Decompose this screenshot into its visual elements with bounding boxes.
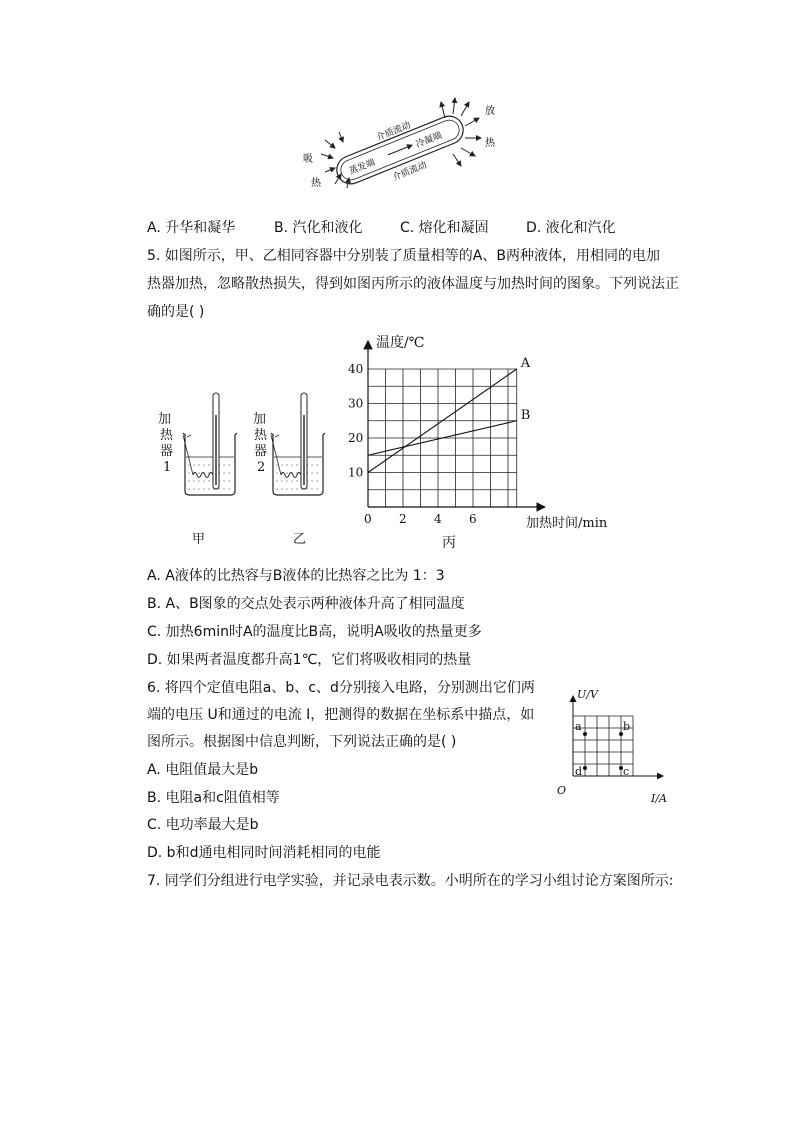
heater2-label-4: 2 (257, 460, 266, 475)
q6-stem-line-3: 图所示。根据图中信息判断，下列说法正确的是( ) (147, 734, 457, 750)
q4-option-d: D. 液化和汽化 (526, 220, 616, 236)
chart-y-tick-label: 40 (348, 362, 364, 376)
evaporation-end-label: 蒸发端 (347, 157, 377, 178)
chart-y-tick-label: 20 (348, 431, 364, 445)
caption-bing: 丙 (442, 535, 456, 551)
chart-x-tick-label: 2 (399, 512, 407, 526)
point-a-dot (583, 732, 587, 736)
absorb-label-1: 吸 (303, 154, 313, 165)
heat-pipe-figure (295, 92, 505, 194)
top-flow-label: 介质流动 (375, 120, 413, 144)
release-label-2: 热 (485, 138, 495, 149)
q5-stem-line-3: 确的是( ) (147, 304, 205, 320)
condensation-end-label: 冷凝端 (414, 130, 444, 151)
chart-x-tick-label: 0 (364, 512, 372, 526)
caption-jia: 甲 (192, 532, 206, 547)
heater1-label-4: 1 (163, 460, 172, 475)
q5-stem-line-1: 5. 如图所示，甲、乙相同容器中分别装了质量相等的A、B两种液体，用相同的电加 (147, 248, 660, 264)
q4-option-a: A. 升华和凝华 (147, 220, 236, 236)
q6-option-a: A. 电阻值最大是b (147, 762, 259, 778)
i-axis-label: I/A (651, 792, 667, 805)
q6-option-d: D. b和d通电相同时间消耗相同的电能 (147, 845, 381, 861)
chart-y-tick-label: 30 (348, 396, 364, 411)
q6-option-b: B. 电阻a和c阻值相等 (147, 790, 280, 806)
q5-option-a: A. A液体的比热容与B液体的比热容之比为 1：3 (147, 568, 445, 584)
point-d-label: d (575, 765, 583, 778)
q6-stem-line-2: 端的电压 U和通过的电流 I，把测得的数据在坐标系中描点，如 (147, 707, 535, 723)
q5-option-d: D. 如果两者温度都升高1℃，它们将吸收相同的热量 (147, 652, 472, 668)
chart-x-axis-title: 加热时间/min (526, 516, 608, 531)
bottom-flow-label: 介质流动 (391, 160, 429, 184)
q5-option-c: C. 加热6min时A的温度比B高，说明A吸收的热量更多 (147, 624, 482, 640)
chart-series-label-a: A (520, 356, 531, 371)
heater2-label-2: 热 (254, 428, 268, 443)
q4-option-b: B. 汽化和液化 (274, 220, 363, 236)
chart-x-tick-label: 6 (469, 512, 477, 526)
absorb-label-2: 热 (311, 178, 321, 189)
u-axis-label: U/V (577, 688, 598, 701)
q5-option-b: B. A、B图象的交点处表示两种液体升高了相同温度 (147, 596, 465, 612)
point-b-label: b (623, 720, 631, 733)
voltage-current-graph (555, 686, 675, 808)
beaker-1 (183, 393, 237, 495)
release-label-1: 放 (485, 106, 495, 117)
temperature-time-chart (340, 333, 620, 555)
caption-yi: 乙 (293, 532, 307, 547)
point-a-label: a (575, 720, 582, 733)
beakers-figure (155, 385, 335, 550)
heater2-label-3: 器 (254, 444, 268, 459)
heater1-label-2: 热 (160, 428, 174, 443)
heater1-label-1: 加 (158, 412, 172, 427)
q5-stem-line-2: 热器加热，忽略散热损失，得到如图丙所示的液体温度与加热时间的图象。下列说法正 (147, 276, 679, 292)
point-d-dot (583, 766, 587, 770)
q6-stem-line-1: 6. 将四个定值电阻a、b、c、d分别接入电路，分别测出它们两 (147, 680, 535, 696)
beaker-2 (271, 393, 325, 495)
heater2-label-1: 加 (253, 412, 267, 427)
chart-series-label-b: B (520, 407, 531, 423)
chart-y-tick-label: 10 (348, 465, 364, 480)
heater1-label-3: 器 (160, 444, 174, 459)
origin-label: O (557, 784, 567, 797)
q4-option-c: C. 熔化和凝固 (400, 220, 489, 236)
q7-stem-line-1: 7. 同学们分组进行电学实验，并记录电表示数。小明所在的学习小组讨论方案图所示: (147, 873, 674, 889)
q6-option-c: C. 电功率最大是b (147, 817, 259, 833)
point-c-label: c (623, 765, 630, 778)
chart-x-tick-label: 4 (434, 512, 442, 526)
chart-y-axis-title: 温度/℃ (376, 335, 425, 351)
